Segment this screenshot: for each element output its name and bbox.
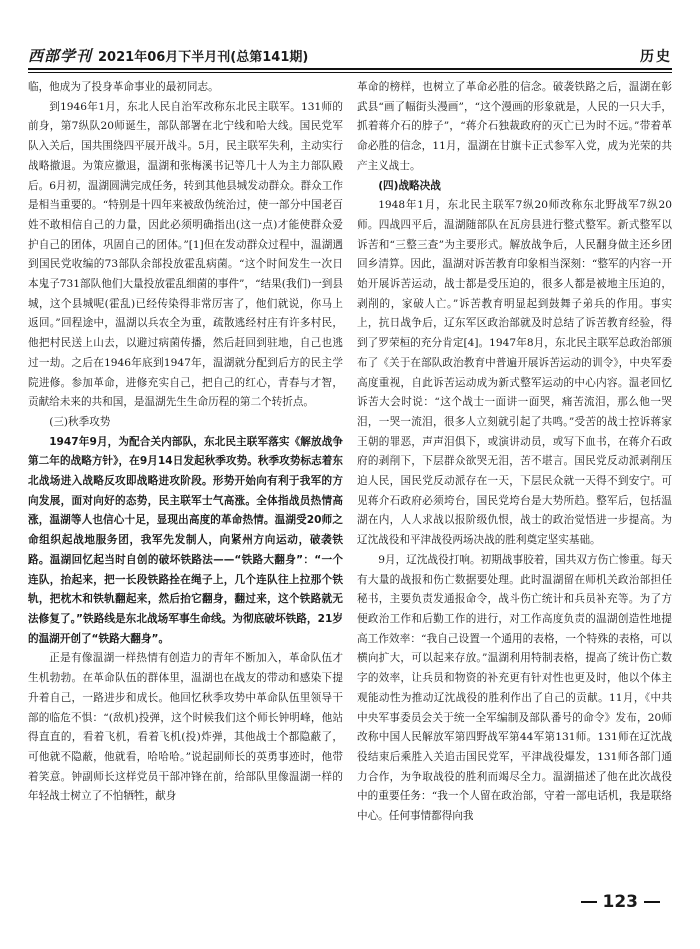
footer-dash-right	[644, 901, 660, 903]
paragraph: (三)秋季攻势	[49, 415, 111, 428]
journal-logo: 西部学刊	[28, 47, 93, 65]
left-column	[28, 78, 343, 882]
article-body	[28, 78, 672, 882]
subsection-heading: 1947年9月，为配合关内部队，东北民主联军落实《解放战争第二年的战略方针》，在9月14日发起秋季攻势。秋季攻势标志着东北战场进入战略反攻即战略进攻阶段。形势开始向有利于我军的方向发展，面对向好的态势，民主联军士气高涨。全体指战员热情高涨，温湖等人也信心十足，显现出高度的革命热情。温湖受20师之命组织起战地服务团，我军先发制人，向紧州方向运动，破袭铁路。温湖回忆起当时自创的破坏铁路法——“铁路大翻身”：“一个连队，抬起来，把一长段铁路拴在绳子上，几个连队往上拉那个铁轨，把枕木和铁轨翻起来，然后抬它翻身，翻过来，这个铁路就无法修复了。”铁路线是东北战场军事生命线。为彻底破坏铁路，21岁的温湖开创了“铁路大翻身”。	[28, 435, 343, 645]
page-header	[28, 40, 672, 66]
paragraph: 正是有像温湖一样热情有创造力的青年不断加入，革命队伍才生机勃勃。在革命队伍的群体里，温湖也在战友的带动和感染下提升着自己，一路进步和成长。他回忆秋季攻势中革命队伍里领导干部的临危不惧：“(敌机)投弹，这个时候我们这个师长钟明峰，他站得直直的，看着飞机，看着飞机(投)炸弹，其他战士个都隐蔽了，可他就不隐蔽，他就看，哈哈哈。”说起副师长的英勇事迹时，他带着笑意。钟副师长这样党员干部冲锋在前，给部队里像温湖一样的年轻战士树立了不怕牺牲，献身	[28, 652, 343, 803]
paragraph: 临，他成为了投身革命事业的最初同志。	[28, 81, 219, 93]
paragraph: 9月，辽沈战役打响。初期战事胶着，国共双方伤亡惨重。每天有大量的战报和伤亡数据要处理。此时温湖留在师机关政治部担任秘书，主要负责发通报命令，战斗伤亡统计和兵员补充等。为了方便政治工作和后勤工作的进行，对工作高度负责的温湖创造性地提高工作效率：“我自己设置一个通用的表格，一个特殊的表格，可以横向扩大，可以起来存放。”温湖利用特制表格，提高了统计伤亡数字的效率，让兵员和物资的补充更有针对性也更及时，他以个体主观能动性为推动辽沈战役的胜利作出了自己的贡献。11月，《中共中央军事委员会关于统一全军编制及部队番号的命令》发布，20师改称中国人民解放军第四野战军第44军第131师。131师在辽沈战役结束后乘胜入关追击国民党军，平津战役爆发，131师各部门通力合作，为争取战役的胜利而竭尽全力。温湖描述了他在此次战役中的重要任务：“我一个人留在政治部，守着一部电话机，我是联络中心。任何事情都得向我	[357, 553, 672, 823]
footer-dash-left	[581, 901, 597, 903]
subsection-heading: (四)战略决战	[378, 179, 441, 192]
header-rule-thick	[28, 68, 672, 70]
section-label: 历史	[640, 49, 672, 65]
paragraph: 革命的榜样，也树立了革命必胜的信念。破袭铁路之后，温湖在彰武县“画了幅街头漫画”，“这个漫画的形象就是，人民的一只大手，抓着蒋介石的脖子”，“蒋介石独裁政府的灭亡已为时不远。”带着革命必胜的信念，11月，温湖在甘旗卡正式参军入党，成为光荣的共产主义战士。	[357, 81, 672, 172]
issue-info: 2021年06月下半月刊(总第141期)	[98, 50, 309, 65]
paragraph: 1948年1月，东北民主联军7纵20师改称东北野战军7纵20师。四战四平后，温湖随部队在瓦房县进行整式整军。新式整军以诉苦和“三整三查”为主要形式。解放战争后，人民翻身做主还乡团回乡清算。因此，温湖对诉苦教育印象相当深刻：“整军的内容一开始开展诉苦运动，战士都是受压迫的，很多人都是被地主压迫的，剥削的，家破人亡。”诉苦教育明显起到鼓舞子弟兵的作用。事实上，抗日战争后，辽东军区政治部就及时总结了诉苦教育经验，得到了罗荣桓的充分肯定[4]。1947年8月，东北民主联军总政治部颁布了《关于在部队政治教育中普遍开展诉苦运动的训令》，中央军委高度重视，自此诉苦运动成为新式整军运动的中心内容。温老回忆诉苦大会时说：“这个战士一面讲一面哭，痛苦流泪，那么他一哭泪，一哭一流泪，很多人立刻就引起了共鸣。”受苦的战士控诉蒋家王朝的罪恶，声声泪俱下，或演讲动员，或写下血书，在蒋介石政府的剥削下，下层群众欲哭无泪，苦不堪言。国民党反动派剥削压迫人民，国民党反动派存在一天，下层民众就一天得不到安宁。可见蒋介石政府必须垮台，国民党垮台是大势所趋。整军后，包括温湖在内，人人求战以报阶级仇恨，战士的政治觉悟进一步提高。为辽沈战役和平津战役两场决战的胜利奠定坚实基础。	[357, 199, 672, 547]
page-footer	[581, 892, 661, 912]
masthead	[28, 45, 308, 66]
page-number: 123	[602, 892, 638, 912]
header-rule-thin	[28, 72, 672, 73]
right-column	[357, 78, 672, 882]
paragraph: 到1946年1月，东北人民自治军改称东北民主联军。131师的前身，第7纵队20师诞生，部队部署在北宁线和哈大线。国民党军队入关后，国共围绕四平展开战斗。5月，民主联军失利，主动实行战略撤退。为策应撤退，温湖和张梅溪书记等几十人为主力部队殿后。6月初，温湖圆满完成任务，转到其他县城发动群众。群众工作是相当重要的。“特别是十四年来被敌伪统治过，使一部分中国老百姓不敢相信自己的力量，因此必须明确指出(这一点)才能使群众爱护自己的团体，巩固自己的团体。”[1]但在发动群众过程中，温湖遇到国民党收编的73部队余部投放霍乱病菌。“这个时间发生一次日本鬼子731部队他们大量投放霍乱细菌的事件”，“结果(我们)一到县城，这个县城呢(霍乱)已经传染得非常厉害了，他们就说，你马上返回。”回程途中，温湖以兵农全为重，疏散逃经村庄有许多村民，他把村民送上山去，以避过病菌传播，然后赶回到驻地，自己也逃过一劫。之后在1946年底到1947年，温湖就分配到后方的民主学院进修。参加革命，进修充实自己，把自己的红心，青春与才智，贡献给未来的共和国，是温湖先生生命历程的第二个转折点。	[28, 100, 343, 409]
